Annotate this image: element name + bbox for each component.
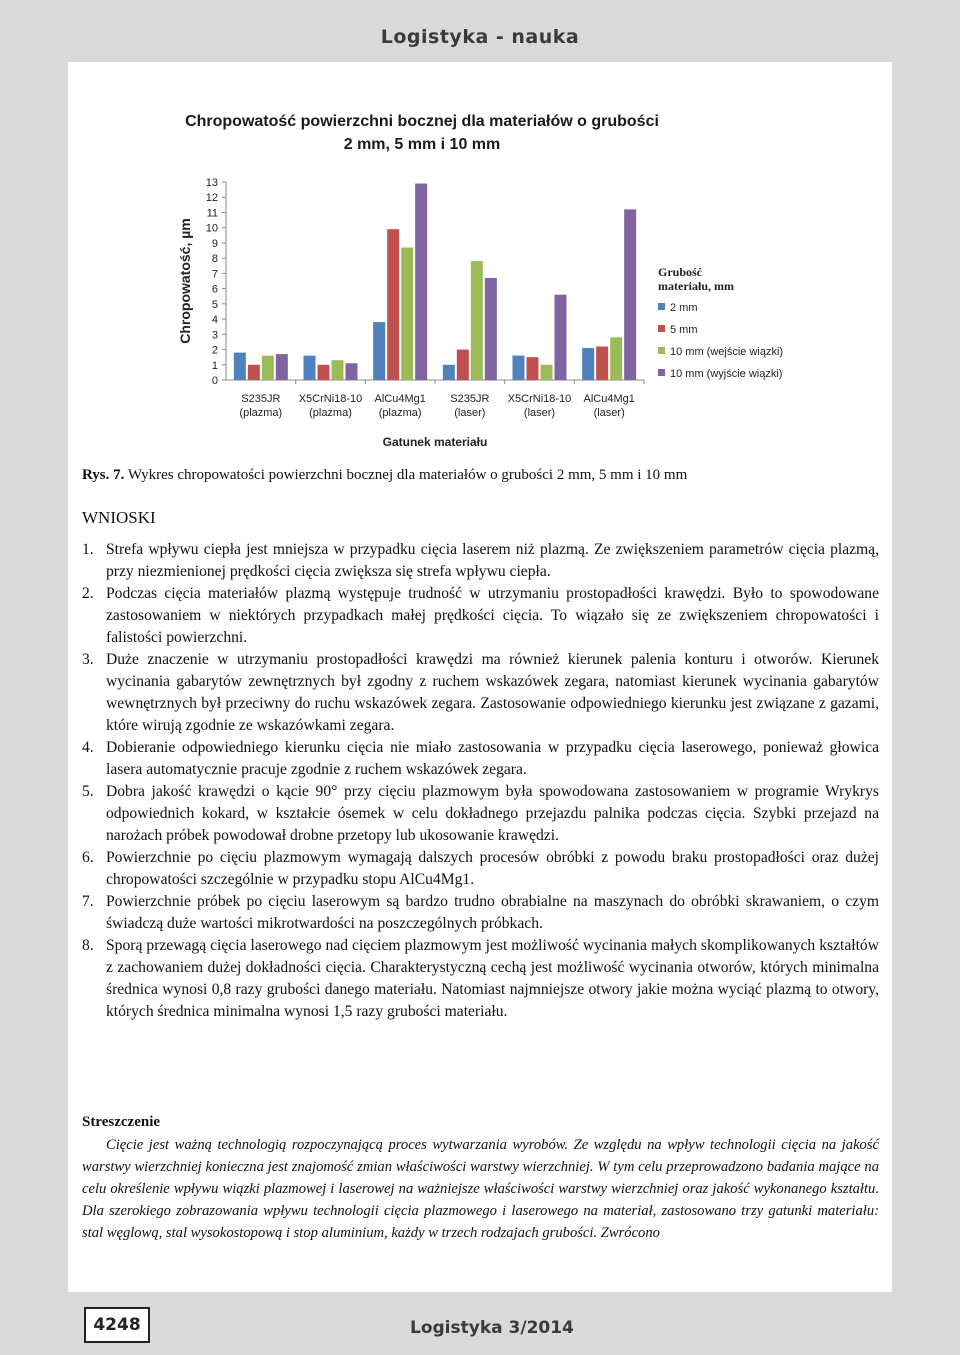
bar xyxy=(471,261,483,380)
bar xyxy=(582,348,594,380)
conclusion-text: Powierzchnie próbek po cięciu laserowym są bardzo trudno obrabialne na maszynach do obróbki skrawaniem, o czym świadczą duże wartości mikrotwardości na poszczególnych próbkach. xyxy=(106,893,879,932)
bar xyxy=(234,353,246,380)
y-tick-label: 8 xyxy=(211,253,218,266)
journal-footer: Logistyka 3/2014 xyxy=(410,1318,574,1338)
legend-swatch xyxy=(658,347,665,354)
bar xyxy=(415,184,427,380)
figure-caption xyxy=(82,467,882,484)
y-tick-label: 11 xyxy=(206,207,218,220)
x-tick-label: (laser) xyxy=(454,407,486,419)
bar xyxy=(457,350,469,380)
bar xyxy=(485,278,497,380)
bar xyxy=(527,357,539,380)
bar xyxy=(304,356,316,380)
bar xyxy=(387,229,399,380)
y-axis-label: Chropowatość, µm xyxy=(177,218,193,344)
legend-label: 10 mm (wejście wiązki) xyxy=(670,346,784,358)
conclusion-text: Dobieranie odpowiedniego kierunku cięcia nie miało zastosowania w przypadku cięcia laserowego, ponieważ głowica lasera automatycznie pracuje zgodnie z ruchem wskazówek zegara. xyxy=(106,739,879,778)
conclusion-item xyxy=(82,539,879,583)
y-tick-label: 9 xyxy=(211,237,218,250)
conclusion-number: 1. xyxy=(82,541,94,558)
legend-label: 2 mm xyxy=(670,302,698,314)
conclusion-item xyxy=(82,583,879,649)
conclusion-number: 3. xyxy=(82,651,94,668)
x-tick-label: AlCu4Mg1 xyxy=(583,393,635,405)
legend-label: 5 mm xyxy=(670,324,698,336)
legend-swatch xyxy=(658,303,665,310)
x-tick-label: S235JR xyxy=(241,393,281,405)
bar xyxy=(555,295,567,380)
y-tick-label: 0 xyxy=(211,375,218,387)
bar xyxy=(401,247,413,380)
conclusion-text: Sporą przewagą cięcia laserowego nad cięciem plazmowym jest możliwość wycinania małych skomplikowanych kształtów z zachowaniem dużej dokładności cięcia. Charakterystyczną cechą jest możliwość wycinania otworów, których minimalna średnica wynosi 0,8 razy grubości danego materiału. Natomiast najmniejsze otwory jakie można wyciąć plazmą to otwory, których średnica minimalna wynosi 1,5 razy grubości materiału. xyxy=(106,937,879,1020)
conclusion-item xyxy=(82,935,879,1023)
conclusion-text: Podczas cięcia materiałów plazmą występuje trudność w utrzymaniu prostopadłości krawędzi. Było to spowodowane zastosowaniem w niektórych przypadkach małej prędkości cięcia. To wiązało się ze zwiększeniem chropowatości i falistości powierzchni. xyxy=(106,585,879,646)
conclusion-item xyxy=(82,649,879,737)
conclusion-number: 6. xyxy=(82,849,94,866)
figure-caption-text: Wykres chropowatości powierzchni bocznej dla materiałów o grubości 2 mm, 5 mm i 10 mm xyxy=(127,467,688,483)
conclusion-number: 8. xyxy=(82,937,94,954)
y-tick-label: 7 xyxy=(211,268,218,281)
conclusion-number: 2. xyxy=(82,585,94,602)
bar xyxy=(262,356,274,380)
bar xyxy=(596,346,608,380)
legend-label: 10 mm (wyjście wiązki) xyxy=(670,368,783,380)
page-sheet xyxy=(68,62,892,1292)
roughness-chart xyxy=(174,100,814,460)
abstract-text: Cięcie jest ważną technologią rozpoczynającą proces wytwarzania wyrobów. Ze względu na wpływ technologii cięcia na jakość warstwy wierzchniej konieczna jest znajomość zmian właściwości warstwy wierzchniej. W tym celu przeprowadzono badania mające na celu określenie wpływu wiązki plazmowej i laserowej na ważniejsze właściwości warstwy wierzchniej oraz jakość wykonanego kształtu. Dla szerokiego zobrazowania wpływu technologii cięcia plazmowego i laserowego na materiał, zastosowano trzy gatunki materiału: stal węglową, stal wysokostopową i stop aluminium, każdy w trzech rodzajach grubości. Zwrócono xyxy=(82,1137,879,1241)
figure-caption-label: Rys. 7. xyxy=(82,467,125,483)
conclusion-text: Strefa wpływu ciepła jest mniejsza w przypadku cięcia laserem niż plazmą. Ze zwiększeniem parametrów cięcia plazmą, przy niezmienionej prędkości cięcia zwiększa się strefa wpływu ciepła. xyxy=(106,541,879,580)
x-tick-label: X5CrNi18-10 xyxy=(298,393,363,405)
x-tick-label: (plazma) xyxy=(239,407,283,419)
conclusion-item xyxy=(82,847,879,891)
x-tick-label: X5CrNi18-10 xyxy=(507,393,572,405)
bar xyxy=(541,365,553,380)
bar xyxy=(624,209,636,380)
conclusions-heading: WNIOSKI xyxy=(82,508,156,527)
conclusion-item xyxy=(82,891,879,935)
legend-swatch xyxy=(658,369,665,376)
conclusion-number: 5. xyxy=(82,783,94,800)
bar xyxy=(346,363,358,380)
conclusion-item xyxy=(82,781,879,847)
x-axis-label: Gatunek materiału xyxy=(382,435,488,449)
y-tick-label: 12 xyxy=(205,192,218,205)
y-tick-label: 13 xyxy=(205,177,218,189)
chart-title-line-1: Chropowatość powierzchni bocznej dla materiałów o grubości xyxy=(185,113,659,130)
x-tick-label: (laser) xyxy=(523,407,556,419)
chart-title-line-2: 2 mm, 5 mm i 10 mm xyxy=(343,136,501,153)
page-number: 4248 xyxy=(84,1307,150,1343)
y-tick-label: 2 xyxy=(211,344,218,357)
x-tick-label: (plazma) xyxy=(309,407,352,419)
conclusions-list xyxy=(82,539,879,1023)
bar xyxy=(373,322,385,380)
conclusion-text: Duże znaczenie w utrzymaniu prostopadłości krawędzi ma również kierunek palenia konturu i otworów. Kierunek wycinania gabarytów zewnętrznych był zgodny z ruchem wskazówek zegara, natomiast kierunek wycinania gabarytów wewnętrznych był przeciwny do ruchu wskazówek zegara. Zastosowanie odpowiedniego kierunku jest związane z gazami, które wirują zgodnie ze wskazówkami zegara. xyxy=(106,651,879,734)
bar xyxy=(610,337,622,380)
legend-title: Grubość xyxy=(658,265,703,279)
bar xyxy=(318,365,330,380)
conclusion-text: Dobra jakość krawędzi o kącie 90° przy cięciu plazmowym była spowodowana zastosowaniem w programie Wrykrys odpowiednich kokard, w kształcie ósemek w celu dokładnego przejazdu palnika podczas cięcia. Szybki przejazd na narożach próbek powodował drobne przetopy lub ukosowanie krawędzi. xyxy=(106,783,879,844)
y-tick-label: 10 xyxy=(205,222,218,235)
bar xyxy=(248,365,260,380)
legend-swatch xyxy=(658,325,665,332)
abstract-heading: Streszczenie xyxy=(82,1114,161,1130)
running-header: Logistyka - nauka xyxy=(380,26,580,48)
y-tick-label: 5 xyxy=(211,298,218,311)
conclusion-number: 7. xyxy=(82,893,94,910)
legend-title: materiału, mm xyxy=(658,279,734,293)
bar xyxy=(332,360,344,380)
y-tick-label: 6 xyxy=(211,283,218,296)
chart-canvas xyxy=(174,100,814,460)
bar xyxy=(513,356,525,380)
y-tick-label: 4 xyxy=(211,314,218,327)
x-tick-label: (plazma) xyxy=(378,407,422,419)
y-tick-label: 1 xyxy=(211,359,218,372)
bar xyxy=(276,354,288,380)
x-tick-label: S235JR xyxy=(450,393,490,405)
conclusion-text: Powierzchnie po cięciu plazmowym wymagają dalszych procesów obróbki z powodu braku prostopadłości oraz dużej chropowatości szczególnie w przypadku stopu AlCu4Mg1. xyxy=(106,849,879,888)
y-tick-label: 3 xyxy=(211,329,218,342)
x-tick-label: AlCu4Mg1 xyxy=(374,393,426,405)
conclusion-item xyxy=(82,737,879,781)
conclusion-number: 4. xyxy=(82,739,94,756)
x-tick-label: (laser) xyxy=(593,407,625,419)
bar xyxy=(443,365,455,380)
